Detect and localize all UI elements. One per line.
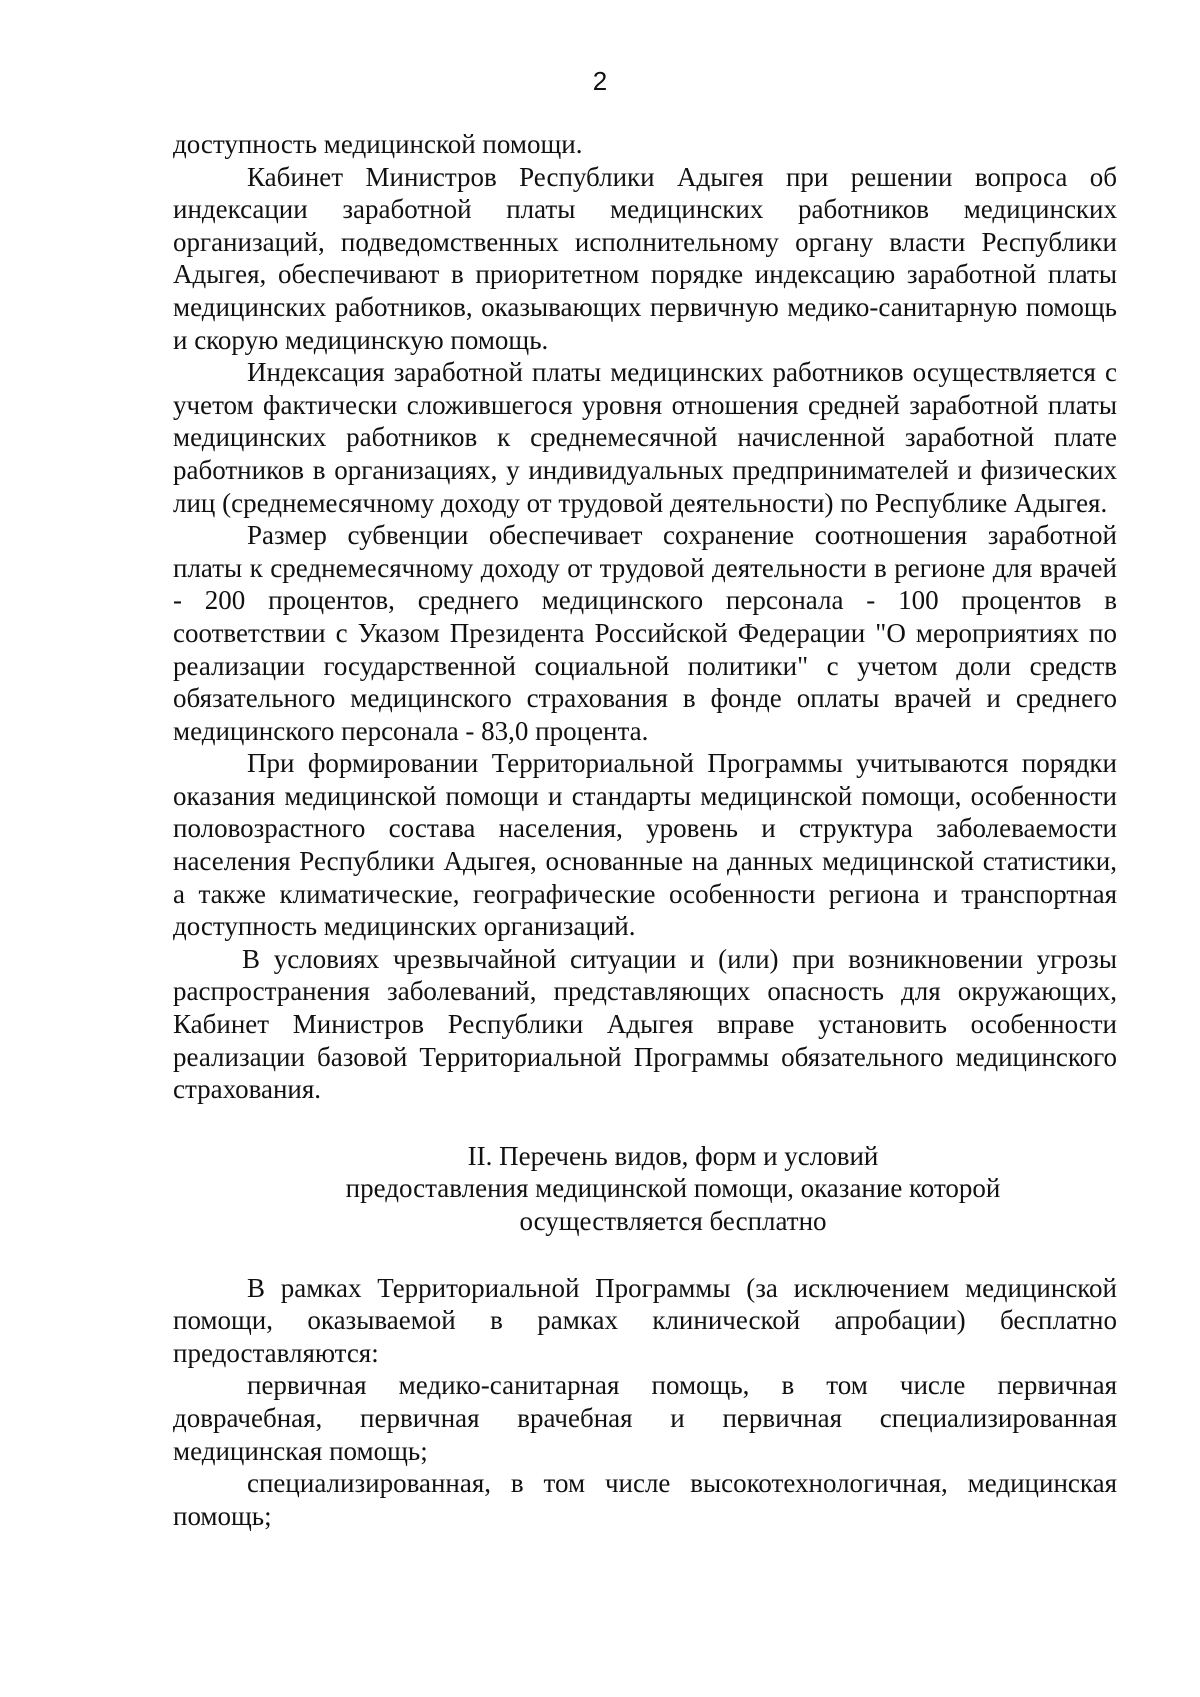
paragraph-free-care-intro: В рамках Территориальной Программы (за исключением медицинской помощи, оказываемой в рамках клинической апробации) бесплатно предоставляются: xyxy=(173,1272,1117,1368)
paragraph-specialized-care: специализированная, в том числе высокотехнологичная, медицинская помощь; xyxy=(173,1468,1117,1531)
section-heading-line: II. Перечень видов, форм и условий xyxy=(467,1140,879,1171)
section-heading-line: предоставления медицинской помощи, оказание которой xyxy=(345,1173,1001,1204)
paragraph-primary-care: первичная медико-санитарная помощь, в том числе первичная доврачебная, первичная врачебная и первичная специализированная медицинская помощь; xyxy=(173,1370,1117,1466)
section-heading xyxy=(173,1140,1117,1238)
paragraph-emergency-conditions: В условиях чрезвычайной ситуации и (или) при возникновении угрозы распространения заболеваний, представляющих опасность для окружающих, Кабинет Министров Республики Адыгея вправе установить особенности реализации базовой Территориальной Программы обязательного медицинского страхования. xyxy=(173,943,1117,1105)
section-heading-line: осуществляется бесплатно xyxy=(519,1206,827,1236)
page-number: 2 xyxy=(592,66,608,96)
paragraph-subvention-size: Размер субвенции обеспечивает сохранение соотношения заработной платы к среднемесячному доходу от трудовой деятельности в регионе для врачей - 200 процентов, среднего медицинского персонала - 100 процентов в соответствии с Указом Президента Российской Федерации "О мероприятиях по реализации государственной социальной политики" с учетом доли средств обязательного медицинского страхования в фонде оплаты врачей и среднего медицинского персонала - 83,0 процента. xyxy=(173,520,1117,746)
paragraph-program-formation: При формировании Территориальной Программы учитываются порядки оказания медицинской помощи и стандарты медицинской помощи, особенности половозрастного состава населения, уровень и структура заболеваемости населения Республики Адыгея, основанные на данных медицинской статистики, а также климатические, географические особенности региона и транспортная доступность медицинских организаций. xyxy=(173,748,1117,942)
paragraph-indexation-ratio: Индексация заработной платы медицинских работников осуществляется с учетом фактически сложившегося уровня отношения средней заработной платы медицинских работников к среднемесячной начисленной заработной плате работников в организациях, у индивидуальных предпринимателей и физических лиц (среднемесячному доходу от трудовой деятельности) по Республике Адыгея. xyxy=(173,357,1117,518)
paragraph-continuation: доступность медицинской помощи. xyxy=(173,129,583,159)
document-body xyxy=(173,128,1117,1532)
paragraph-indexation-decision: Кабинет Министров Республики Адыгея при решении вопроса об индексации заработной платы медицинских работников медицинских организаций, подведомственных исполнительному органу власти Республики Адыгея, обеспечивают в приоритетном порядке индексацию заработной платы медицинских работников, оказывающих первичную медико-санитарную помощь и скорую медицинскую помощь. xyxy=(173,161,1117,355)
